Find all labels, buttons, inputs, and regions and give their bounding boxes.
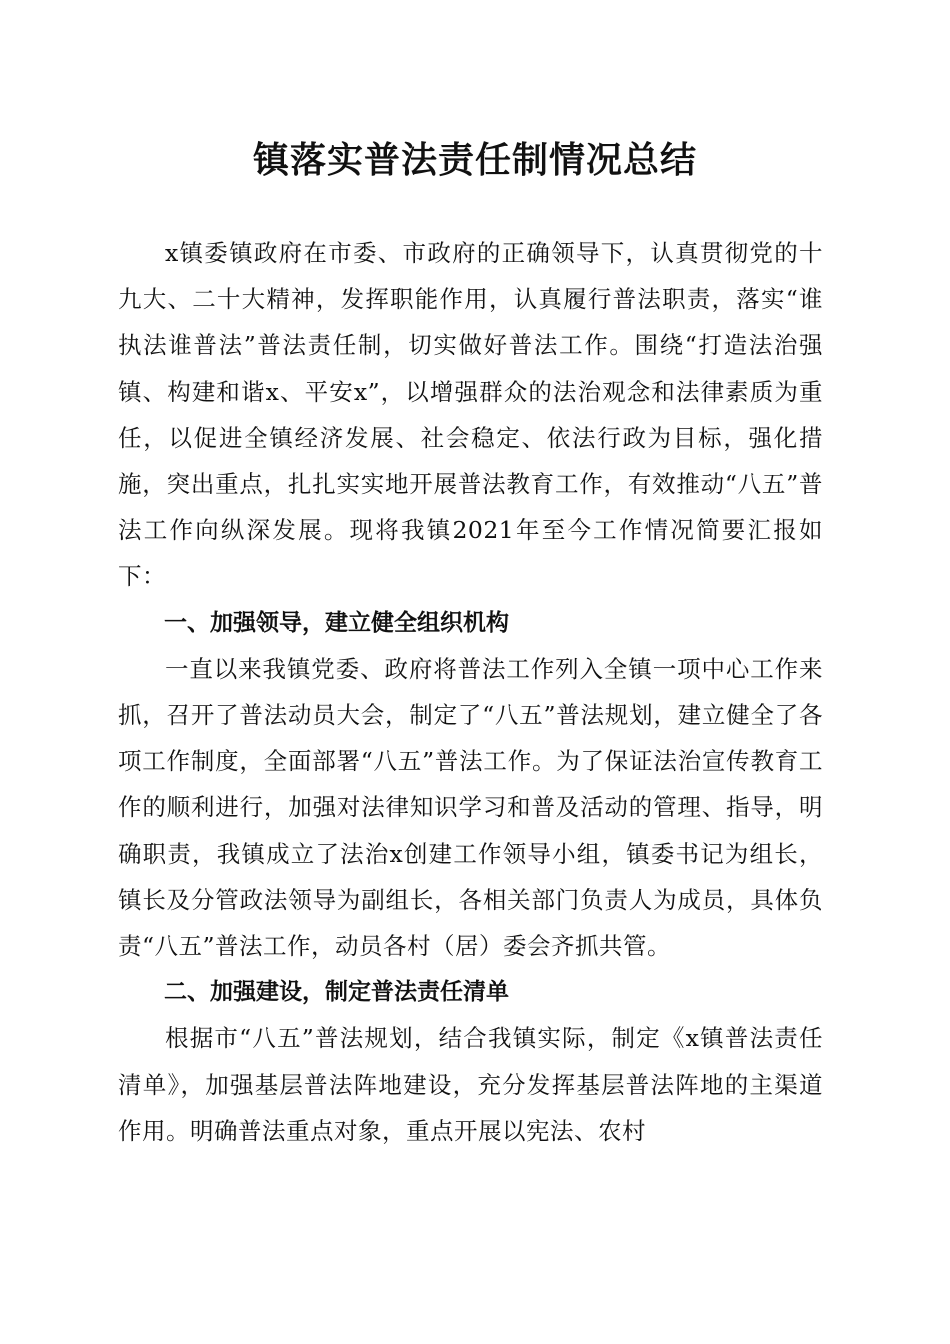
intro-paragraph: x镇委镇政府在市委、市政府的正确领导下，认真贯彻党的十九大、二十大精神，发挥职能作用，认真履行普法职责，落实“谁执法谁普法”普法责任制，切实做好普法工作。围绕“打造法治强镇、构建和谐x、平安x”，以增强群众的法治观念和法律素质为重任，以促进全镇经济发展、社会稳定、依法行政为目标，强化措施，突出重点，扎扎实实地开展普法教育工作，有效推动“八五”普法工作向纵深发展。现将我镇2021年至今工作情况简要汇报如下： xyxy=(118,239,823,591)
section-heading-2: 二、加强建设，制定普法责任清单 xyxy=(164,979,509,1006)
section-paragraph-1: 一直以来我镇党委、政府将普法工作列入全镇一项中心工作来抓，召开了普法动员大会，制定了“八五”普法规划，建立健全了各项工作制度，全面部署“八五”普法工作。为了保证法治宣传教育工作的顺利进行，加强对法律知识学习和普及活动的管理、指导，明确职责，我镇成立了法治x创建工作领导小组，镇委书记为组长，镇长及分管政法领导为副组长，各相关部门负责人为成员，具体负责“八五”普法工作，动员各村（居）委会齐抓共管。 xyxy=(118,654,823,961)
document-title: 镇落实普法责任制情况总结 xyxy=(252,139,697,181)
section-heading-1: 一、加强领导，建立健全组织机构 xyxy=(164,609,509,636)
section-paragraph-2: 根据市“八五”普法规划，结合我镇实际，制定《x镇普法责任清单》，加强基层普法阵地建设，充分发挥基层普法阵地的主渠道作用。明确普法重点对象，重点开展以宪法、农村 xyxy=(118,1024,823,1145)
document-body xyxy=(118,230,823,1154)
